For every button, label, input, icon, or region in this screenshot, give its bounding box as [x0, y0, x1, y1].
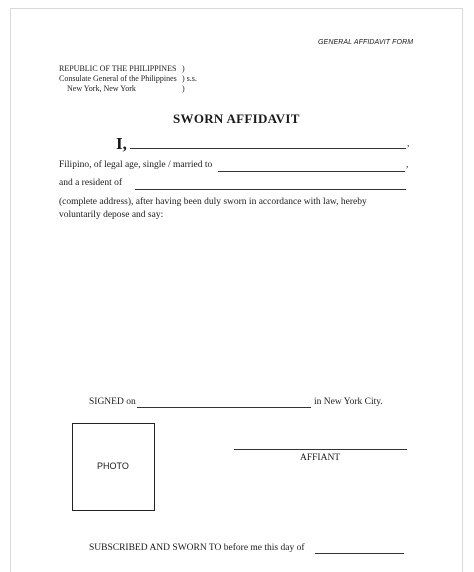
address-text: (complete address), after having been duly sworn in accordance with law, hereby — [59, 197, 367, 207]
signed-on-text: SIGNED on — [89, 397, 136, 407]
address-line[interactable] — [135, 189, 406, 190]
affiant-label: AFFIANT — [300, 453, 341, 463]
page-border-right — [462, 8, 463, 572]
document-title: SWORN AFFIDAVIT — [173, 111, 300, 126]
venue-paren-3: ) — [182, 84, 185, 93]
affiant-signature-line[interactable] — [234, 449, 407, 450]
civil-comma: , — [406, 160, 409, 170]
photo-label: PHOTO — [97, 461, 129, 471]
spouse-name-line[interactable] — [218, 171, 405, 172]
jurat-text: SUBSCRIBED AND SWORN TO before me this day of — [89, 543, 305, 553]
name-comma: , — [407, 139, 410, 149]
depose-text: voluntarily depose and say: — [59, 210, 164, 220]
page-border-left — [10, 8, 11, 572]
signing-location-text: in New York City. — [314, 397, 383, 407]
page-border-top — [10, 8, 463, 9]
venue-line-consulate: Consulate General of the Philippines — [59, 74, 177, 83]
photo-box — [72, 423, 155, 511]
form-label: GENERAL AFFIDAVIT FORM — [318, 39, 414, 46]
jurat-date-line[interactable] — [315, 553, 404, 554]
signing-date-line[interactable] — [137, 407, 311, 408]
venue-line-city: New York, New York — [67, 84, 136, 93]
venue-paren-1: ) — [182, 64, 185, 73]
resident-text: and a resident of — [59, 178, 123, 188]
affiant-name-line[interactable] — [130, 148, 406, 149]
venue-paren-2: ) s.s. — [182, 74, 197, 83]
affiant-prefix: I, — [116, 134, 127, 153]
citizenship-text: Filipino, of legal age, single / married to — [59, 160, 213, 170]
venue-line-republic: REPUBLIC OF THE PHILIPPINES — [59, 64, 177, 73]
